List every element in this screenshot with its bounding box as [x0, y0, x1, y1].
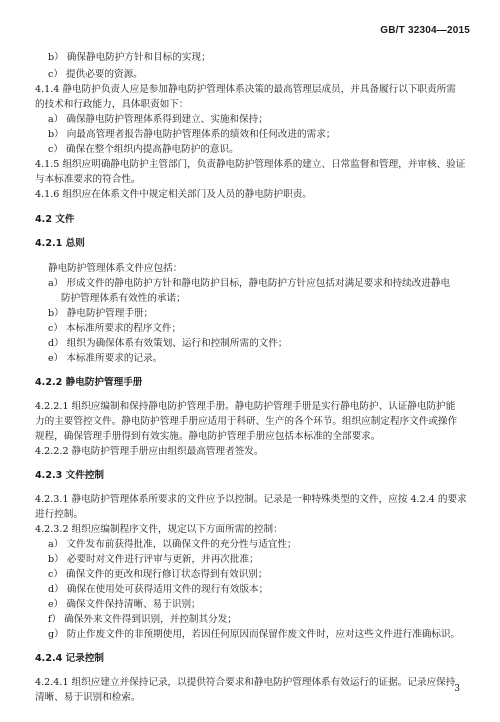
text-line: d） 确保在使用处可获得适用文件的现行有效版本； — [48, 584, 269, 595]
text-line: b） 确保静电防护方针和目标的实现； — [48, 52, 211, 63]
text-line: 进行控制。 — [35, 509, 83, 520]
text-line: 4.2.3.1 静电防护管理体系所要求的文件应予以控制。记录是一种特殊类型的文件，应按 4.2.4 的要求 — [35, 494, 467, 505]
standard-number: GB/T 32304—2015 — [380, 25, 470, 36]
text-line: 的技术和行政能力，具体职责如下： — [35, 99, 189, 110]
text-line: c） 提供必要的资源。 — [48, 69, 143, 80]
text-line: 4.2.3.2 组织应编制程序文件，规定以下方面所需的控制： — [35, 524, 283, 535]
text-line: e） 确保文件保持清晰、易于识别； — [48, 599, 201, 610]
text-line: 规程，确保管理手册得到有效实施。静电防护管理手册应包括本标准的全部要求。 — [35, 431, 381, 442]
section-heading: 4.2 文件 — [35, 214, 75, 225]
text-line: 4.1.4 静电防护负责人应是参加静电防护管理体系决策的最高管理层成员，并具备履行以下职责所需 — [35, 84, 456, 95]
text-line: d） 组织为确保体系有效策划、运行和控制所需的文件； — [48, 338, 288, 349]
text-line: b） 必要时对文件进行评审与更新，并再次批准； — [48, 554, 259, 565]
text-line: 静电防护管理体系文件应包括： — [48, 263, 183, 274]
text-line: f） 确保外来文件得到识别，并控制其分发； — [48, 614, 237, 625]
text-line: a） 确保静电防护管理体系得到建立、实施和保持； — [48, 114, 268, 125]
text-line: 力的主要管控文件。静电防护管理手册应适用于科研、生产的各个环节。组织应制定程序文件或操作 — [35, 416, 458, 427]
text-line: 4.1.5 组织应明确静电防护主管部门，负责静电防护管理体系的建立、日常监督和管理，并审核、验证 — [35, 159, 466, 170]
page-number: 3 — [454, 684, 460, 694]
text-line: 与本标准要求的符合性。 — [35, 174, 141, 185]
text-line: g） 防止作废文件的非预期使用，若因任何原因而保留作废文件时，应对这些文件进行准确标识。 — [48, 629, 461, 640]
text-line: 4.2.2.2 静电防护管理手册应由组织最高管理者签发。 — [35, 446, 264, 457]
text-line: a） 文件发布前获得批准，以确保文件的充分性与适宜性； — [48, 539, 297, 550]
text-line: 清晰、易于识别和检索。 — [35, 692, 141, 703]
text-line: e） 本标准所要求的记录。 — [48, 353, 163, 364]
text-line: b） 静电防护管理手册； — [48, 308, 154, 319]
text-line: 4.2.4.1 组织应建立并保持记录，以提供符合要求和静电防护管理体系有效运行的证据。记录应保持 — [35, 677, 456, 688]
text-line: 4.1.6 组织应在体系文件中规定相关部门及人员的静电防护职责。 — [35, 189, 312, 200]
section-heading: 4.2.1 总则 — [35, 238, 85, 249]
text-line: 防护管理体系有效性的承诺； — [61, 293, 186, 304]
text-line: c） 本标准所要求的程序文件； — [48, 323, 182, 334]
text-line: c） 确保在整个组织内提高静电防护的意识。 — [48, 144, 239, 155]
section-heading: 4.2.4 记录控制 — [35, 653, 105, 664]
text-line: c） 确保文件的更改和现行修订状态得到有效识别； — [48, 569, 268, 580]
section-heading: 4.2.2 静电防护管理手册 — [35, 377, 143, 388]
section-heading: 4.2.3 文件控制 — [35, 470, 105, 481]
text-line: a） 形成文件的静电防护方针和静电防护目标，静电防护方针应包括对满足要求和持续改进静电 — [48, 278, 451, 289]
text-line: 4.2.2.1 组织应编制和保持静电防护管理手册。静电防护管理手册是实行静电防护、认证静电防护能 — [35, 401, 456, 412]
text-line: b） 向最高管理者报告静电防护管理体系的绩效和任何改进的需求； — [48, 129, 336, 140]
